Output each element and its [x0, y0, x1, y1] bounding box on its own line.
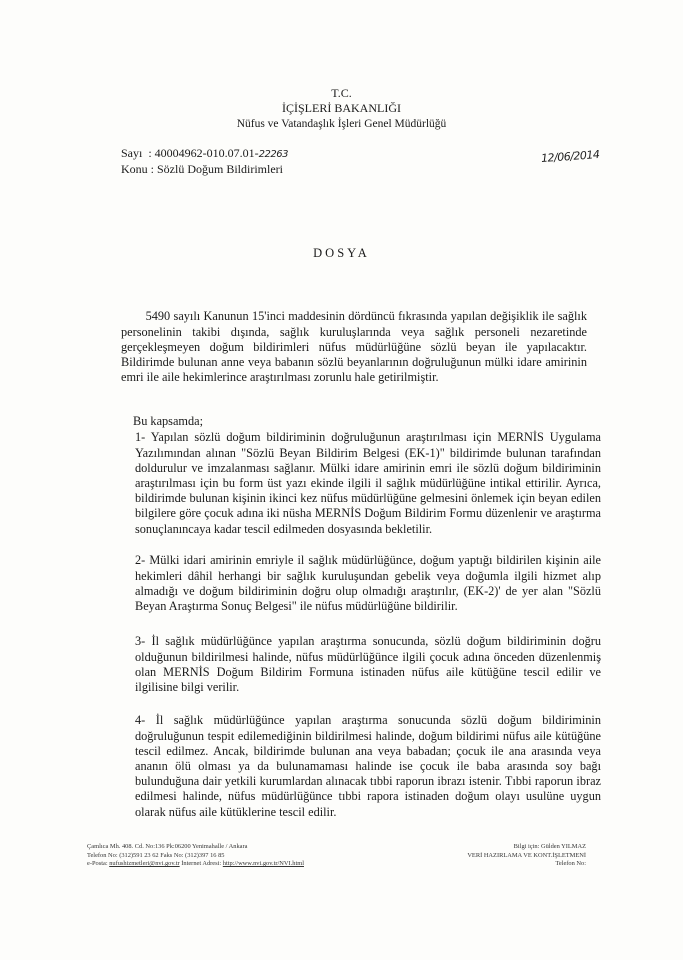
konu-line — [121, 162, 283, 177]
footer-web-label: İnternet Adresi: — [181, 860, 222, 868]
paragraph-item-4: 4- İl sağlık müdürlüğünce yapılan araştırma sonucunda sözlü doğum bildiriminin doğruluğunun tespit edilemediğinin bildirilmesi halinde, doğum bildirimi nüfus aile kütüğüne tescil edilmez. Ancak, bildirimde bulunan ana veya babadan; çocuk ile ana arasında veya ananın ölü olması ya da bulunamaması halinde ise çocuk ile baba arasında soy bağı bulunduğuna dair yetkili kurumlardan alınacak tıbbi raporun ibrazı istenir. Tıbbi raporun ibraz edilmesi halinde, nüfus müdürlüğünce tıbbi rapora istinaden doğum olayı usulüne uygun olarak nüfus aile kütüklerine tescil edilir. — [135, 713, 601, 819]
footer-web-link[interactable]: http://www.nvi.gov.tr/NVI.html — [222, 860, 304, 868]
header-directorate: Nüfus ve Vatandaşlık İşleri Genel Müdürlüğü — [236, 118, 447, 130]
sayi-value: : 40004962-010.07.01- — [148, 146, 259, 160]
sayi-label: Sayı — [121, 146, 143, 160]
paragraph-item-3: 3- İl sağlık müdürlüğünce yapılan araştırma sonucunda, sözlü doğum bildiriminin doğru olduğunun bildirilmesi halinde, nüfus müdürlüğünce ilgili çocuk adına önceden düzenlenmiş olan MERNİS Doğum Bildirim Formuna istinaden nüfus aile kütüğüne tescil edilir ve ilgilisine bilgi verilir. — [135, 634, 601, 694]
handwritten-date: 12/06/2014 — [540, 147, 600, 166]
footer-address-line: Çamlıca Mh. 408. Cd. No:136 Pk:06200 Yenimahalle / Ankara — [87, 843, 248, 850]
footer-phone-line: Telefon No: (312)591 23 62 Faks No: (312)397 16 85 — [87, 851, 225, 859]
sayi-line — [121, 146, 288, 162]
header-tc: T.C. — [331, 86, 352, 100]
footer-info-contact: Bilgi için: Gülden YILMAZ — [513, 843, 586, 850]
footer-email-label: e-Posta: — [87, 860, 108, 868]
konu-label: Konu — [121, 162, 148, 176]
paragraph-item-2: 2- Mülki idari amirinin emriyle il sağlık müdürlüğünce, doğum yaptığı bildirilen kişinin aile hekimleri dâhil herhangi bir sağlık kuruluşundan gebelik veya doğumla ilgili hizmet alıp almadığı ve doğum bildiriminin doğru olup olmadığı araştırılır, (EK-2)' de yer alan "Sözlü Beyan Araştırma Sonuç Belgesi" ile nüfus müdürlüğüne bildirilir. — [135, 553, 601, 613]
paragraph-item-1: 1- Yapılan sözlü doğum bildiriminin doğruluğunun araştırılması için MERNİS Uygulama Yazılımından alınan "Sözlü Beyan Bildirim Belgesi (EK-1)" bildirimde bulunan tarafından doldurulur ve imzalanması sağlanır. Mülki idare amirinin emri ile sözlü doğum bildiriminin araştırılması için bu form üst yazı ekinde ilgili il sağlık müdürlüğüne intikal ettirilir. Ayrıca, bildirimde bulunan kişinin ikinci kez nüfus müdürlüğüne gelmesini önlemek için beyan edilen bilgilere göre çocuk adına iki nüsha MERNİS Doğum Bildirim Formu düzenlenir ve araştırma sonuçlanıncaya kadar tescil edilmeden dosyasında bekletilir. — [135, 430, 601, 536]
sayi-handwritten: 22263 — [258, 149, 288, 160]
footer-info-unit: VERİ HAZIRLAMA VE KONT.İŞLETMENİ — [467, 851, 586, 859]
footer-contact-line — [87, 860, 304, 869]
paragraph-intro: 5490 sayılı Kanunun 15'inci maddesinin dördüncü fıkrasında yapılan değişiklik ile sağlık personelinin takibi dışında, sağlık kuruluşlarında veya sağlık personeli nezaretinde gerçekleşmeyen doğum bildirimleri nüfus müdürlüğüne sözlü beyan ile yapılacaktır. Bildirimde bulunan anne veya babanın sözlü beyanlarının doğruluğunun mülki idare amirinin emri ile aile hekimlerince araştırılması zorunlu hale getirilmiştir. — [121, 309, 587, 385]
footer-email-link[interactable]: nufushizmetleri@nvi.gov.tr — [109, 860, 180, 868]
footer-info-phone: Telefon No: — [555, 860, 586, 868]
konu-value: : Sözlü Doğum Bildirimleri — [150, 162, 283, 176]
document-title: DOSYA — [313, 246, 370, 260]
footer-info — [436, 843, 586, 869]
paragraph-scope: Bu kapsamda; — [133, 414, 204, 429]
footer-address — [87, 843, 304, 869]
header-ministry: İÇİŞLERİ BAKANLIĞI — [282, 101, 401, 115]
